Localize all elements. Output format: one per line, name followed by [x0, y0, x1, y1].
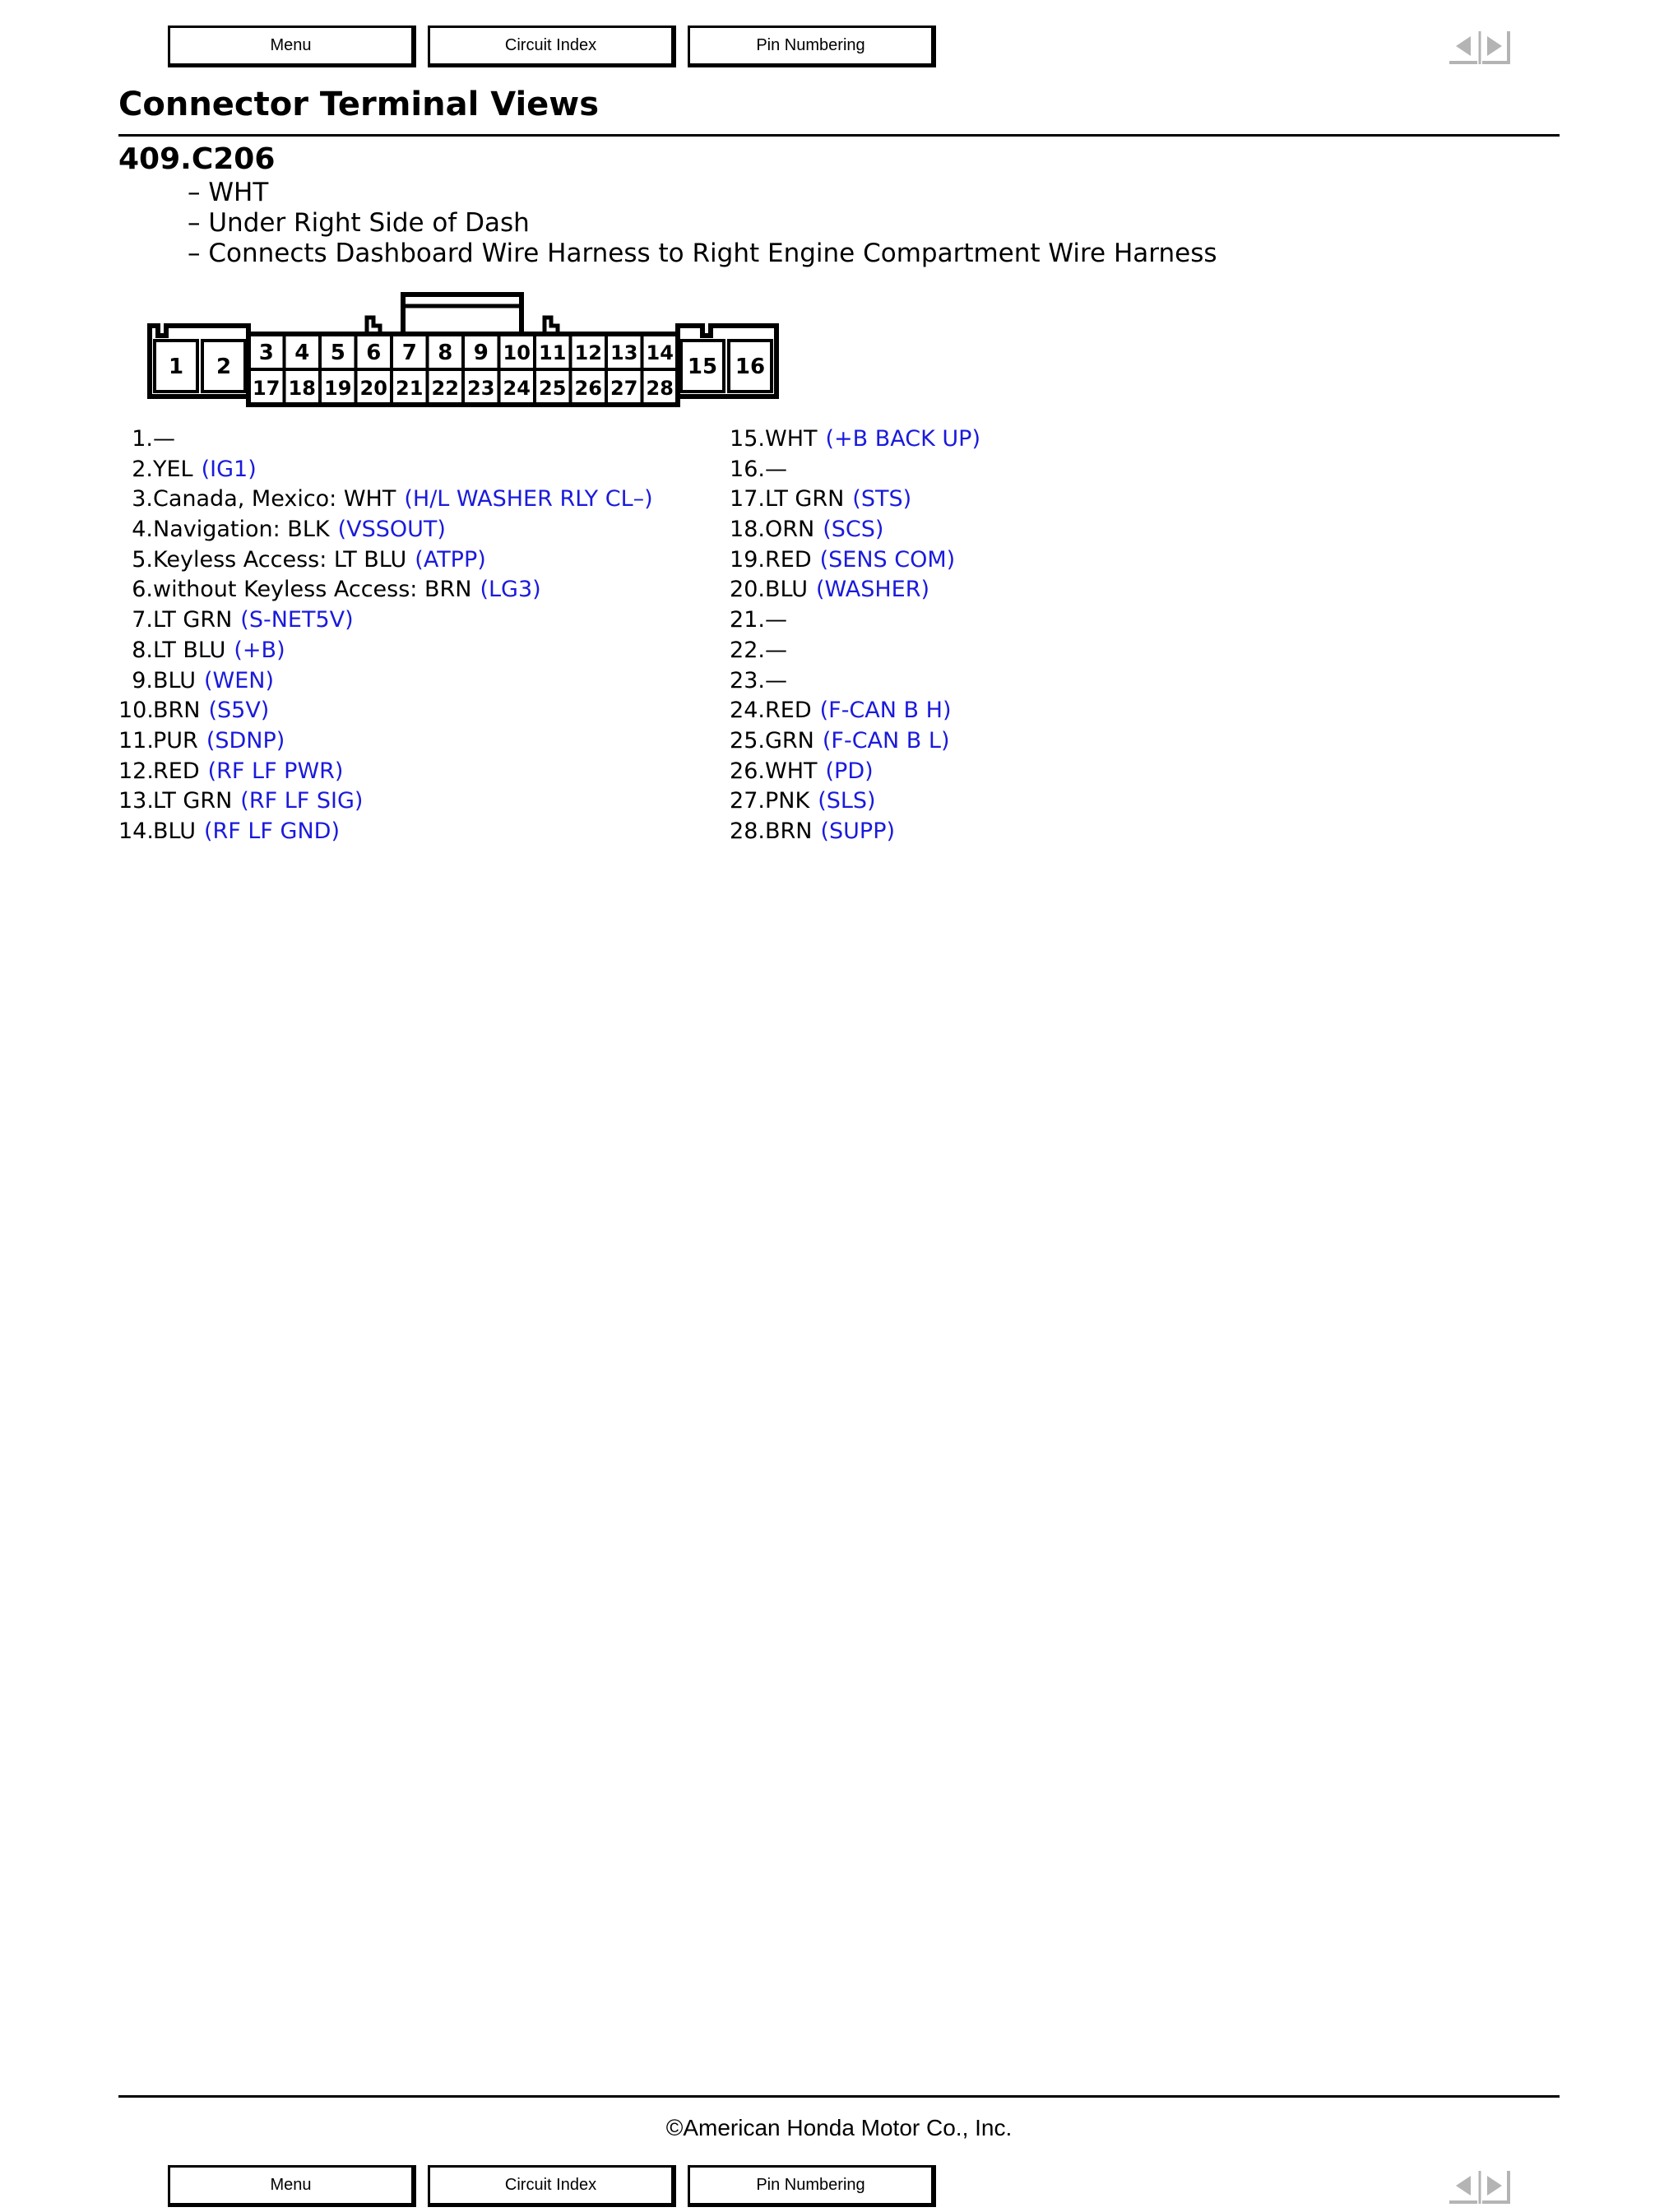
bottom-nav	[168, 2165, 936, 2209]
pin-row	[118, 515, 711, 545]
pin-signal: (F-CAN B L)	[822, 727, 950, 754]
menu-button[interactable]: Menu	[168, 2165, 416, 2207]
pin-wire-color: PUR	[153, 727, 198, 754]
pin-wire-color: —	[765, 667, 787, 693]
terminal-10	[499, 334, 535, 369]
terminal-label: 27	[610, 377, 638, 400]
connector-connects: – Connects Dashboard Wire Harness to Right Engine Compartment Wire Harness	[188, 239, 1217, 268]
pin-row	[118, 545, 711, 576]
terminal-8	[428, 334, 464, 369]
pin-row	[727, 817, 1467, 847]
circuit-index-button[interactable]: Circuit Index	[428, 26, 676, 67]
pin-wire-color: Canada, Mexico: WHT	[153, 486, 396, 512]
pin-row	[727, 696, 1467, 726]
pin-signal: (+B)	[234, 637, 285, 663]
pin-signal: (WEN)	[203, 667, 275, 693]
terminal-28	[642, 369, 679, 405]
terminal-label: 24	[503, 377, 531, 400]
pin-signal: (SLS)	[818, 788, 876, 814]
connector-location: – Under Right Side of Dash	[188, 208, 530, 238]
pin-wire-color: YEL	[153, 456, 193, 482]
terminal-label: 1	[168, 355, 184, 379]
pin-number: 6.	[132, 577, 153, 603]
terminal-label: 20	[359, 377, 387, 400]
connector-diagram	[146, 288, 780, 411]
terminal-7	[392, 334, 428, 369]
pin-wire-color: ORN	[765, 517, 815, 543]
top-nav	[168, 26, 936, 69]
pin-wire-color: Keyless Access: LT BLU	[153, 546, 407, 573]
pin-number: 18.	[730, 517, 765, 543]
pin-wire-color: LT GRN	[765, 486, 845, 512]
terminal-label: 17	[253, 377, 280, 400]
pin-numbering-button[interactable]: Pin Numbering	[688, 2165, 936, 2207]
pin-number: 4.	[132, 517, 153, 543]
pin-row	[727, 485, 1467, 515]
connector-details	[188, 178, 1217, 269]
pin-row	[118, 636, 711, 666]
pin-row	[727, 515, 1467, 545]
pin-number: 2.	[132, 456, 153, 482]
pin-signal: (S5V)	[208, 698, 270, 724]
pin-number: 3.	[132, 486, 153, 512]
pin-row	[727, 605, 1467, 636]
terminal-14	[642, 334, 679, 369]
pin-row	[118, 575, 711, 605]
pin-wire-color: LT GRN	[153, 607, 233, 633]
pin-number: 13.	[118, 788, 154, 814]
pin-number: 27.	[730, 788, 765, 814]
pin-signal: (STS)	[852, 486, 912, 512]
terminal-27	[606, 369, 642, 405]
terminal-label: 8	[438, 341, 453, 365]
pin-row	[118, 424, 711, 455]
terminal-5	[320, 334, 356, 369]
pin-row	[727, 726, 1467, 757]
terminal-label: 12	[574, 341, 602, 364]
circuit-index-button[interactable]: Circuit Index	[428, 2165, 676, 2207]
pin-number: 24.	[730, 698, 765, 724]
terminal-label: 13	[610, 341, 638, 364]
pin-signal: (ATPP)	[415, 546, 486, 573]
pin-signal: (SENS COM)	[819, 546, 956, 573]
pin-wire-color: BLU	[153, 667, 196, 693]
pin-number: 11.	[118, 727, 154, 754]
pin-wire-color: —	[153, 426, 175, 452]
pin-number: 20.	[730, 577, 765, 603]
pin-number: 26.	[730, 758, 765, 784]
terminal-label: 3	[258, 341, 274, 365]
pin-wire-color: Navigation: BLK	[153, 517, 330, 543]
terminal-4	[285, 334, 321, 369]
pin-list-left	[118, 424, 711, 847]
pin-signal: (WASHER)	[815, 577, 930, 603]
pin-row	[118, 786, 711, 817]
terminal-26	[571, 369, 607, 405]
terminal-label: 7	[401, 341, 417, 365]
terminal-label: 10	[503, 341, 531, 364]
pin-row	[727, 575, 1467, 605]
terminal-13	[606, 334, 642, 369]
terminal-label: 25	[539, 377, 567, 400]
pin-row	[727, 757, 1467, 787]
pin-number: 19.	[730, 546, 765, 573]
terminal-12	[571, 334, 607, 369]
pin-wire-color: —	[765, 637, 787, 663]
terminal-23	[463, 369, 499, 405]
pin-row	[118, 485, 711, 515]
pin-number: 17.	[730, 486, 765, 512]
pin-signal: (F-CAN B H)	[819, 698, 952, 724]
pin-number: 16.	[730, 456, 765, 482]
pin-wire-color: LT GRN	[153, 788, 233, 814]
pin-row	[118, 757, 711, 787]
pin-signal: (SUPP)	[820, 818, 896, 844]
terminal-9	[463, 334, 499, 369]
terminal-label: 26	[574, 377, 602, 400]
prev-page-icon[interactable]	[1446, 28, 1480, 67]
pin-number: 8.	[132, 637, 153, 663]
terminal-label: 28	[646, 377, 674, 400]
connector-id: 409.C206	[118, 142, 276, 176]
pin-signal: (VSSOUT)	[337, 517, 446, 543]
terminal-15	[681, 341, 724, 392]
pin-number: 7.	[132, 607, 153, 633]
pin-wire-color: WHT	[765, 758, 818, 784]
pin-row	[118, 817, 711, 847]
terminal-16	[729, 341, 772, 392]
pin-signal: (RF LF GND)	[203, 818, 340, 844]
next-page-icon[interactable]	[1480, 28, 1513, 67]
terminal-18	[285, 369, 321, 405]
pin-row	[727, 455, 1467, 485]
terminal-label: 2	[216, 355, 232, 379]
terminal-label: 18	[288, 377, 316, 400]
pin-signal: (SCS)	[823, 517, 884, 543]
pin-number: 21.	[730, 607, 765, 633]
pin-number: 23.	[730, 667, 765, 693]
terminal-label: 14	[646, 341, 674, 364]
pin-wire-color: RED	[153, 758, 200, 784]
page-navigator	[1446, 2168, 1513, 2207]
pin-row	[118, 726, 711, 757]
terminal-label: 15	[687, 355, 718, 379]
pin-number: 14.	[118, 818, 154, 844]
pin-list-right	[727, 424, 1467, 847]
pin-row	[118, 605, 711, 636]
copyright: ©American Honda Motor Co., Inc.	[665, 2115, 1013, 2140]
terminal-label: 11	[539, 341, 567, 364]
pin-row	[727, 545, 1467, 576]
footer-divider	[118, 2095, 1560, 2098]
terminal-label: 22	[431, 377, 459, 400]
terminal-label: 21	[396, 377, 424, 400]
pin-wire-color: BLU	[153, 818, 196, 844]
pin-signal: (RF LF PWR)	[207, 758, 344, 784]
terminal-22	[428, 369, 464, 405]
pin-number: 28.	[730, 818, 765, 844]
page-navigator	[1446, 28, 1513, 67]
pin-number: 10.	[118, 698, 154, 724]
pin-wire-color: WHT	[765, 426, 818, 452]
terminal-2	[202, 341, 245, 392]
pin-signal: (LG3)	[480, 577, 541, 603]
pin-number: 5.	[132, 546, 153, 573]
pin-signal: (+B BACK UP)	[825, 426, 980, 452]
pin-wire-color: BRN	[153, 698, 201, 724]
pin-wire-color: LT BLU	[153, 637, 226, 663]
terminal-label: 5	[330, 341, 345, 365]
pin-wire-color: GRN	[765, 727, 814, 754]
pin-number: 12.	[118, 758, 154, 784]
pin-row	[727, 424, 1467, 455]
prev-page-icon[interactable]	[1446, 2168, 1480, 2207]
terminal-11	[535, 334, 571, 369]
header-divider	[118, 134, 1560, 137]
pin-wire-color: —	[765, 607, 787, 633]
page-title: Connector Terminal Views	[118, 86, 600, 123]
terminal-6	[356, 334, 392, 369]
terminal-19	[320, 369, 356, 405]
pin-signal: (SDNP)	[206, 727, 285, 754]
terminal-1	[155, 341, 197, 392]
pin-number: 15.	[730, 426, 765, 452]
terminal-21	[392, 369, 428, 405]
pin-wire-color: RED	[765, 546, 812, 573]
pin-wire-color: PNK	[765, 788, 810, 814]
terminal-17	[248, 369, 285, 405]
terminal-24	[499, 369, 535, 405]
pin-row	[727, 636, 1467, 666]
pin-wire-color: —	[765, 456, 787, 482]
pin-wire-color: BRN	[765, 818, 813, 844]
pin-number: 1.	[132, 426, 153, 452]
pin-number: 22.	[730, 637, 765, 663]
terminal-label: 4	[294, 341, 310, 365]
pin-row	[727, 786, 1467, 817]
pin-signal: (PD)	[825, 758, 874, 784]
pin-numbering-button[interactable]: Pin Numbering	[688, 26, 936, 67]
terminal-3	[248, 334, 285, 369]
menu-button[interactable]: Menu	[168, 26, 416, 67]
connector-color: – WHT	[188, 178, 269, 207]
pin-signal: (H/L WASHER RLY CL–)	[404, 486, 653, 512]
pin-number: 9.	[132, 667, 153, 693]
pin-wire-color: RED	[765, 698, 812, 724]
pin-signal: (IG1)	[201, 456, 257, 482]
terminal-label: 23	[467, 377, 495, 400]
terminal-label: 19	[324, 377, 352, 400]
pin-wire-color: BLU	[765, 577, 808, 603]
pin-number: 25.	[730, 727, 765, 754]
pin-signal: (S-NET5V)	[240, 607, 354, 633]
terminal-label: 6	[366, 341, 382, 365]
pin-row	[727, 666, 1467, 697]
next-page-icon[interactable]	[1480, 2168, 1513, 2207]
pin-row	[118, 455, 711, 485]
terminal-label: 16	[735, 355, 766, 379]
pin-row	[118, 666, 711, 697]
terminal-25	[535, 369, 571, 405]
terminal-20	[356, 369, 392, 405]
pin-signal: (RF LF SIG)	[240, 788, 364, 814]
pin-row	[118, 696, 711, 726]
terminal-label: 9	[473, 341, 489, 365]
pin-wire-color: without Keyless Access: BRN	[153, 577, 472, 603]
